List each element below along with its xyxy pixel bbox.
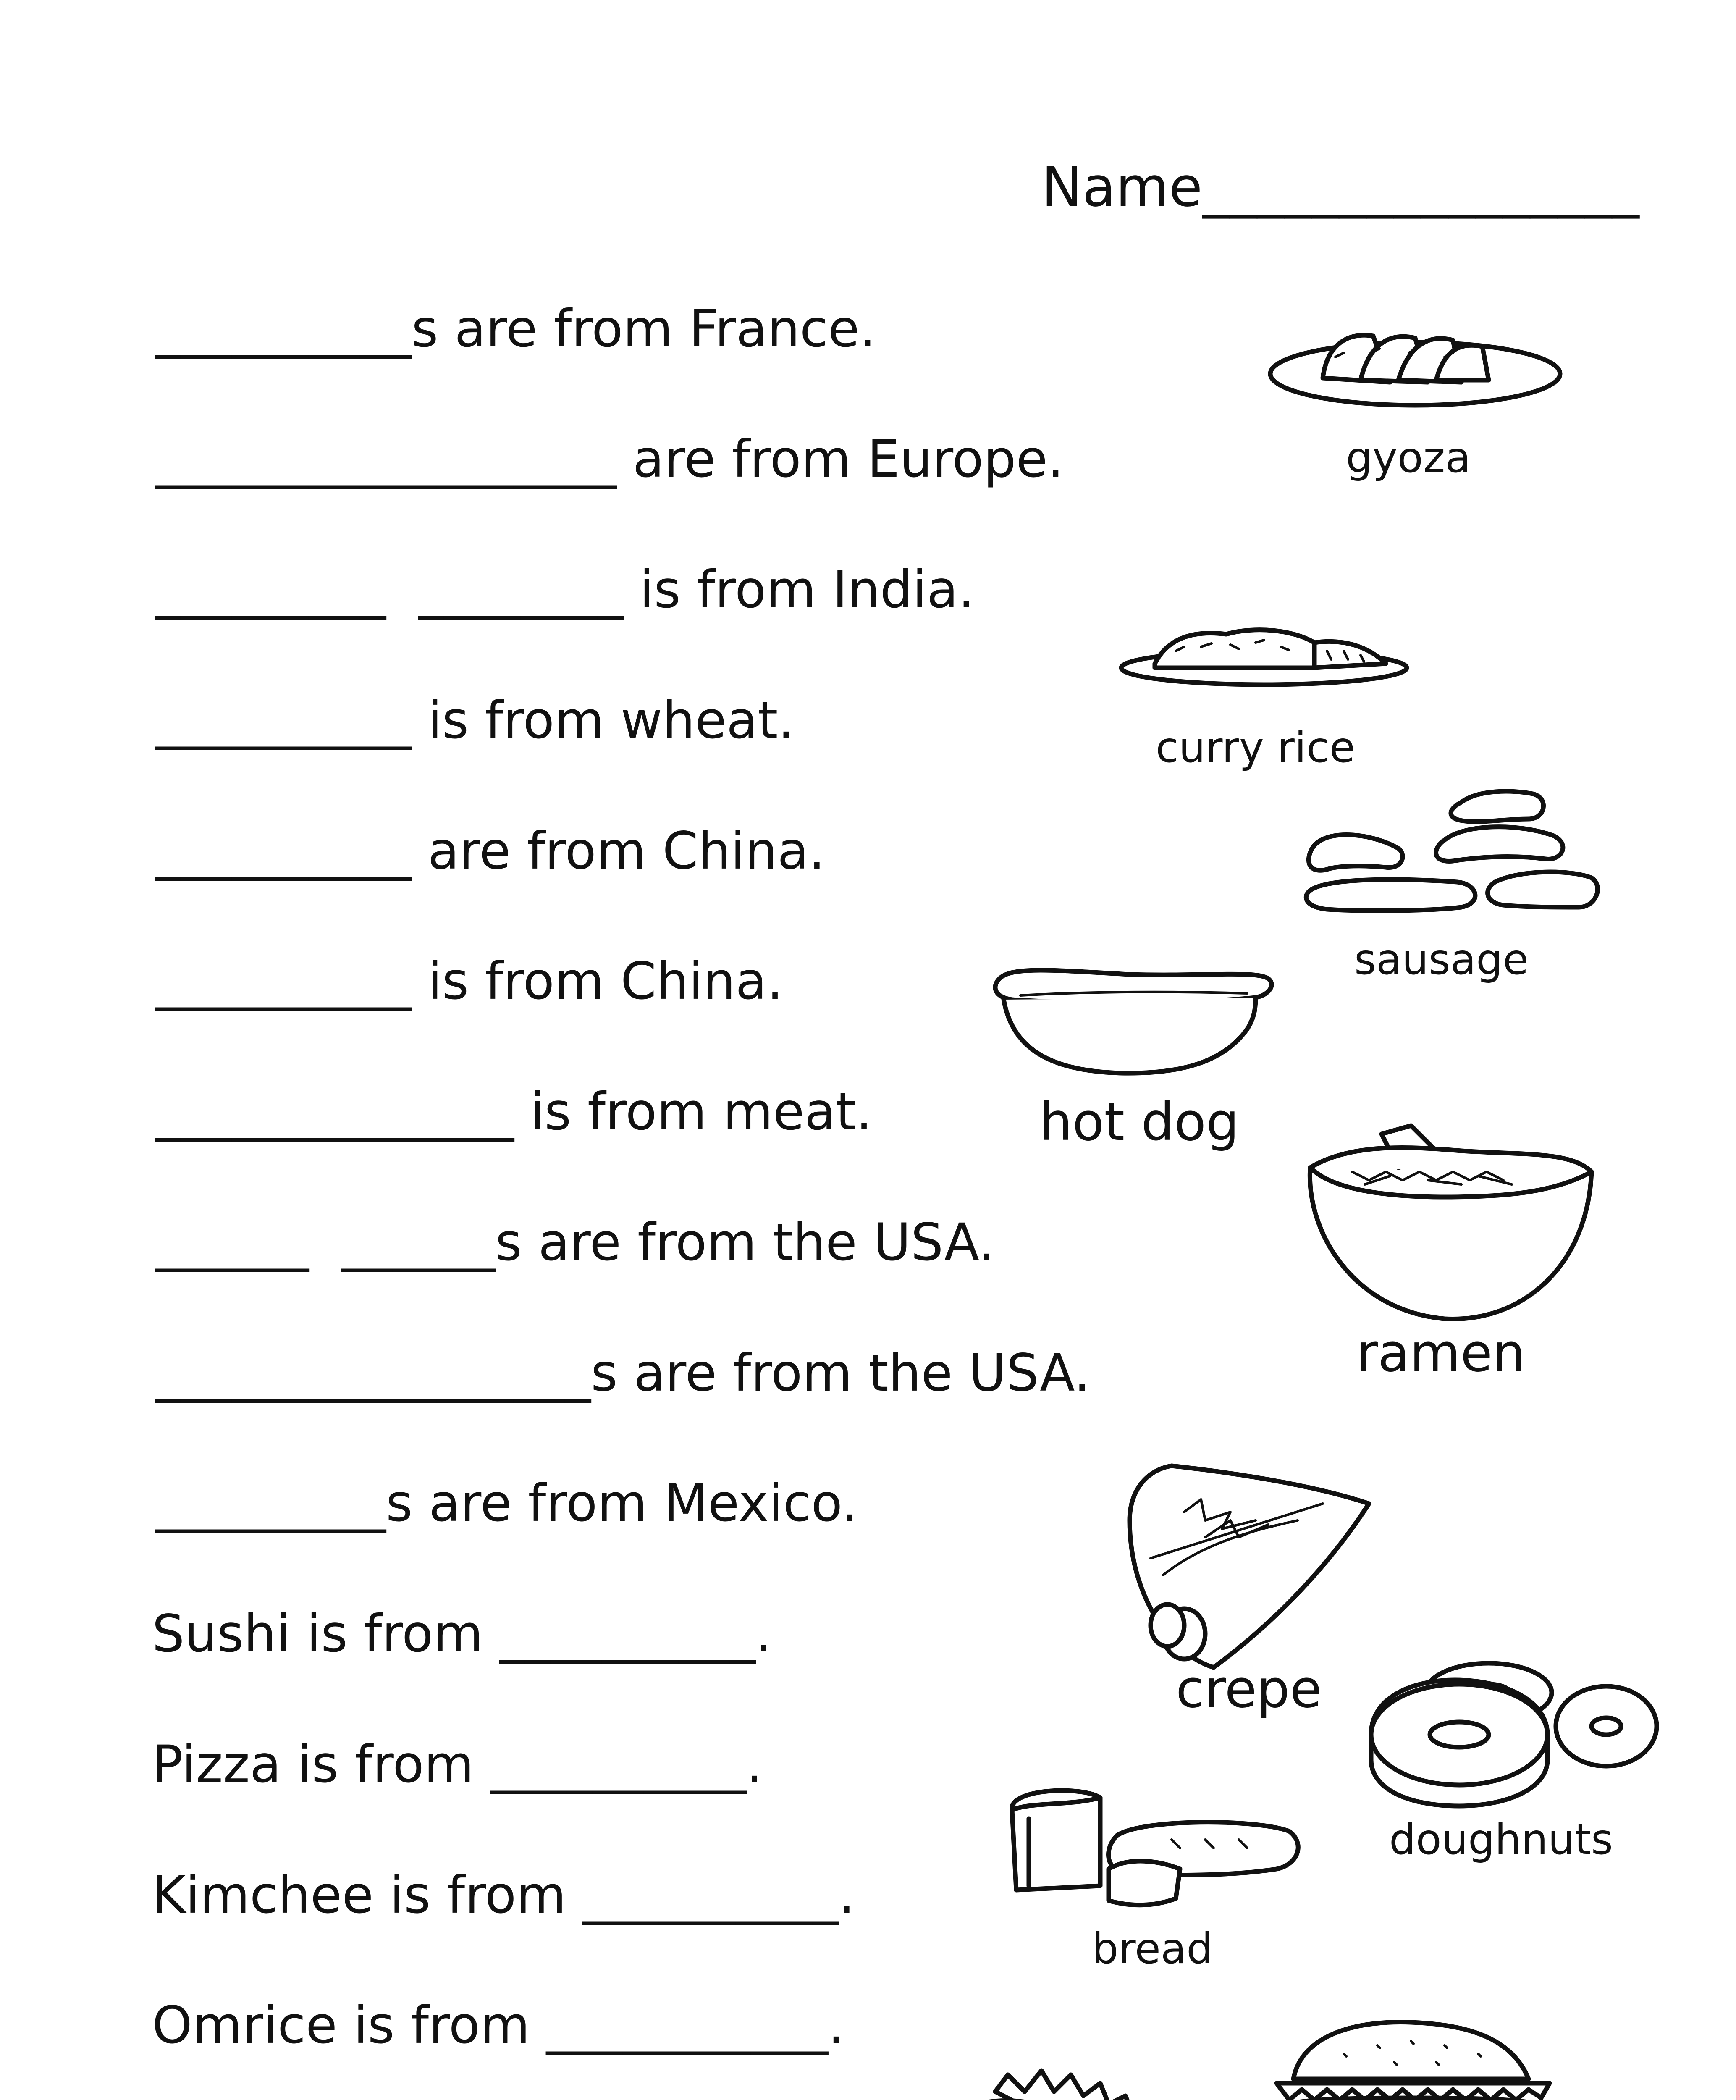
gyoza-picture [1264,319,1566,412]
gyoza-label: gyoza [1346,433,1471,482]
hot-dog-picture [987,958,1277,1075]
name-field-label: Name________________ [1041,155,1639,219]
question-1: __________s are from France. [155,299,876,359]
crepe-label: crepe [1176,1659,1322,1719]
curry-rice-label: curry rice [1156,723,1356,772]
doughnuts-label: doughnuts [1389,1815,1613,1864]
question-9: _________________s are from the USA. [155,1343,1091,1403]
question-5: __________ are from China. [155,821,825,881]
question-11: Sushi is from __________. [152,1604,772,1664]
question-6: __________ is from China. [155,951,783,1011]
ramen-picture [1302,1109,1596,1327]
taco-picture [899,2066,1201,2100]
bread-label: bread [1092,1924,1213,1973]
hamburger-picture [1268,2020,1562,2100]
bread-picture [1004,1785,1306,1919]
question-8: ______ ______s are from the USA. [155,1213,995,1272]
question-10: _________s are from Mexico. [155,1473,858,1533]
crepe-picture [1121,1457,1373,1672]
doughnuts-picture [1363,1663,1657,1814]
hot-dog-label: hot dog [1039,1092,1239,1152]
question-3: _________ ________ is from India. [155,560,975,620]
question-13: Kimchee is from __________. [152,1865,855,1925]
sausage-label: sausage [1354,935,1529,984]
question-7: ______________ is from meat. [155,1082,872,1142]
curry-rice-picture [1117,622,1411,693]
question-12: Pizza is from __________. [152,1735,763,1794]
ramen-label: ramen [1356,1323,1526,1383]
question-2: __________________ are from Europe. [155,429,1064,489]
question-14: Omrice is from ___________. [152,1995,844,2055]
sausage-picture [1302,785,1592,924]
question-4: __________ is from wheat. [155,690,795,750]
